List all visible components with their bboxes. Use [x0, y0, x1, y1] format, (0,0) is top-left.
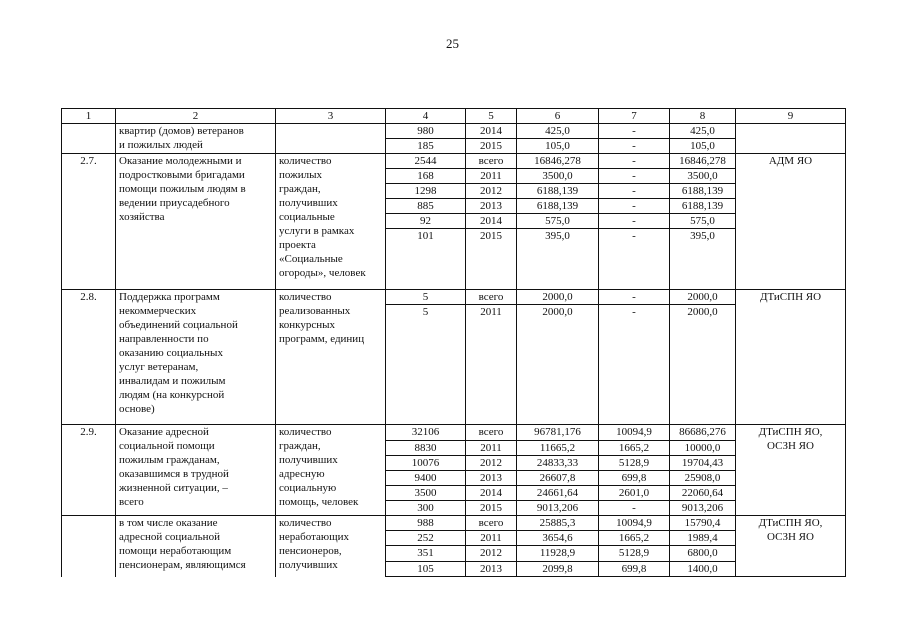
- federal-funds: -: [599, 290, 670, 305]
- federal-funds: -: [599, 229, 670, 290]
- regional-funds: 2000,0: [670, 305, 736, 425]
- federal-funds: -: [599, 169, 670, 184]
- year: 2013: [466, 199, 517, 214]
- item-indicator: количество пожилых граждан, получивших социальные услуги в рамках проекта «Социальные огороды», человек: [276, 154, 386, 290]
- year: 2014: [466, 486, 517, 501]
- item-name: Оказание молодежными и подростковыми бригадами помощи пожилым людям в ведении приусадебного хозяйства: [116, 154, 276, 290]
- total-funds: 6188,139: [517, 184, 599, 199]
- regional-funds: 10000,0: [670, 441, 736, 456]
- regional-funds: 2000,0: [670, 290, 736, 305]
- regional-funds: 395,0: [670, 229, 736, 290]
- indicator-value: 3500: [386, 486, 466, 501]
- year: всего: [466, 516, 517, 531]
- indicator-value: 168: [386, 169, 466, 184]
- federal-funds: -: [599, 501, 670, 516]
- federal-funds: -: [599, 214, 670, 229]
- header-cell-4: 4: [386, 109, 466, 124]
- federal-funds: 5128,9: [599, 456, 670, 471]
- total-funds: 26607,8: [517, 471, 599, 486]
- item-name: квартир (домов) ветеранов и пожилых людей: [116, 124, 276, 154]
- federal-funds: 10094,9: [599, 425, 670, 441]
- table-row: [62, 516, 846, 531]
- year: 2011: [466, 169, 517, 184]
- table-row: [62, 154, 846, 169]
- indicator-value: 988: [386, 516, 466, 531]
- total-funds: 2000,0: [517, 290, 599, 305]
- header-cell-7: 7: [599, 109, 670, 124]
- executor: [736, 124, 846, 154]
- executor: ДТиСПН ЯО, ОСЗН ЯО: [736, 425, 846, 516]
- total-funds: 96781,176: [517, 425, 599, 441]
- year: 2014: [466, 124, 517, 139]
- total-funds: 11665,2: [517, 441, 599, 456]
- federal-funds: -: [599, 199, 670, 214]
- indicator-value: 980: [386, 124, 466, 139]
- executor: АДМ ЯО: [736, 154, 846, 290]
- year: 2012: [466, 456, 517, 471]
- total-funds: 9013,206: [517, 501, 599, 516]
- item-indicator: количество реализованных конкурсных программ, единиц: [276, 290, 386, 425]
- regional-funds: 105,0: [670, 139, 736, 154]
- federal-funds: -: [599, 139, 670, 154]
- item-indicator: количество граждан, получивших адресную социальную помощь, человек: [276, 425, 386, 516]
- indicator-value: 252: [386, 531, 466, 546]
- regional-funds: 15790,4: [670, 516, 736, 531]
- total-funds: 6188,139: [517, 199, 599, 214]
- header-cell-1: 1: [62, 109, 116, 124]
- regional-funds: 425,0: [670, 124, 736, 139]
- indicator-value: 101: [386, 229, 466, 290]
- item-name: Оказание адресной социальной помощи пожилым гражданам, оказавшимся в трудной жизненной ситуации, – всего: [116, 425, 276, 516]
- indicator-value: 5: [386, 305, 466, 425]
- item-indicator: количество неработающих пенсионеров, получивших: [276, 516, 386, 577]
- indicator-value: 185: [386, 139, 466, 154]
- table-row: [62, 124, 846, 139]
- year: всего: [466, 425, 517, 441]
- header-cell-2: 2: [116, 109, 276, 124]
- regional-funds: 1989,4: [670, 531, 736, 546]
- indicator-value: 92: [386, 214, 466, 229]
- year: 2012: [466, 546, 517, 562]
- regional-funds: 86686,276: [670, 425, 736, 441]
- total-funds: 395,0: [517, 229, 599, 290]
- executor: ДТиСПН ЯО: [736, 290, 846, 425]
- total-funds: 11928,9: [517, 546, 599, 562]
- year: 2014: [466, 214, 517, 229]
- year: 2013: [466, 471, 517, 486]
- item-number: 2.8.: [62, 290, 116, 425]
- regional-funds: 22060,64: [670, 486, 736, 501]
- program-table: [61, 108, 846, 577]
- year: 2011: [466, 441, 517, 456]
- item-name: Поддержка программ некоммерческих объединений социальной направленности по оказанию социальных услуг ветеранам, инвалидам и пожилым людям (на конкурсной основе): [116, 290, 276, 425]
- indicator-value: 2544: [386, 154, 466, 169]
- regional-funds: 16846,278: [670, 154, 736, 169]
- federal-funds: 699,8: [599, 562, 670, 577]
- total-funds: 105,0: [517, 139, 599, 154]
- federal-funds: -: [599, 184, 670, 199]
- indicator-value: 351: [386, 546, 466, 562]
- indicator-value: 10076: [386, 456, 466, 471]
- indicator-value: 300: [386, 501, 466, 516]
- table-row: [62, 425, 846, 441]
- indicator-value: 8830: [386, 441, 466, 456]
- federal-funds: 1665,2: [599, 531, 670, 546]
- regional-funds: 9013,206: [670, 501, 736, 516]
- regional-funds: 1400,0: [670, 562, 736, 577]
- indicator-value: 32106: [386, 425, 466, 441]
- indicator-value: 885: [386, 199, 466, 214]
- total-funds: 2000,0: [517, 305, 599, 425]
- federal-funds: -: [599, 305, 670, 425]
- total-funds: 2099,8: [517, 562, 599, 577]
- total-funds: 575,0: [517, 214, 599, 229]
- total-funds: 3500,0: [517, 169, 599, 184]
- item-number: 2.9.: [62, 425, 116, 516]
- page-number: 25: [446, 36, 459, 51]
- year: всего: [466, 290, 517, 305]
- executor: ДТиСПН ЯО, ОСЗН ЯО: [736, 516, 846, 577]
- header-row: [62, 109, 846, 124]
- item-number: [62, 124, 116, 154]
- total-funds: 24833,33: [517, 456, 599, 471]
- federal-funds: 5128,9: [599, 546, 670, 562]
- regional-funds: 3500,0: [670, 169, 736, 184]
- total-funds: 3654,6: [517, 531, 599, 546]
- item-name: в том числе оказание адресной социальной помощи неработающим пенсионерам, являющимся: [116, 516, 276, 577]
- regional-funds: 6800,0: [670, 546, 736, 562]
- indicator-value: 9400: [386, 471, 466, 486]
- header-cell-5: 5: [466, 109, 517, 124]
- year: 2011: [466, 305, 517, 425]
- federal-funds: 1665,2: [599, 441, 670, 456]
- year: 2015: [466, 229, 517, 290]
- total-funds: 425,0: [517, 124, 599, 139]
- item-number: 2.7.: [62, 154, 116, 290]
- federal-funds: 699,8: [599, 471, 670, 486]
- regional-funds: 6188,139: [670, 184, 736, 199]
- header-cell-8: 8: [670, 109, 736, 124]
- indicator-value: 1298: [386, 184, 466, 199]
- header-cell-9: 9: [736, 109, 846, 124]
- regional-funds: 25908,0: [670, 471, 736, 486]
- year: 2011: [466, 531, 517, 546]
- regional-funds: 19704,43: [670, 456, 736, 471]
- item-number: [62, 516, 116, 577]
- year: 2013: [466, 562, 517, 577]
- year: 2012: [466, 184, 517, 199]
- total-funds: 16846,278: [517, 154, 599, 169]
- regional-funds: 575,0: [670, 214, 736, 229]
- indicator-value: 105: [386, 562, 466, 577]
- header-cell-6: 6: [517, 109, 599, 124]
- federal-funds: -: [599, 124, 670, 139]
- table-row: [62, 290, 846, 305]
- indicator-value: 5: [386, 290, 466, 305]
- federal-funds: 2601,0: [599, 486, 670, 501]
- year: 2015: [466, 139, 517, 154]
- item-indicator: [276, 124, 386, 154]
- total-funds: 25885,3: [517, 516, 599, 531]
- regional-funds: 6188,139: [670, 199, 736, 214]
- federal-funds: -: [599, 154, 670, 169]
- federal-funds: 10094,9: [599, 516, 670, 531]
- year: всего: [466, 154, 517, 169]
- year: 2015: [466, 501, 517, 516]
- header-cell-3: 3: [276, 109, 386, 124]
- total-funds: 24661,64: [517, 486, 599, 501]
